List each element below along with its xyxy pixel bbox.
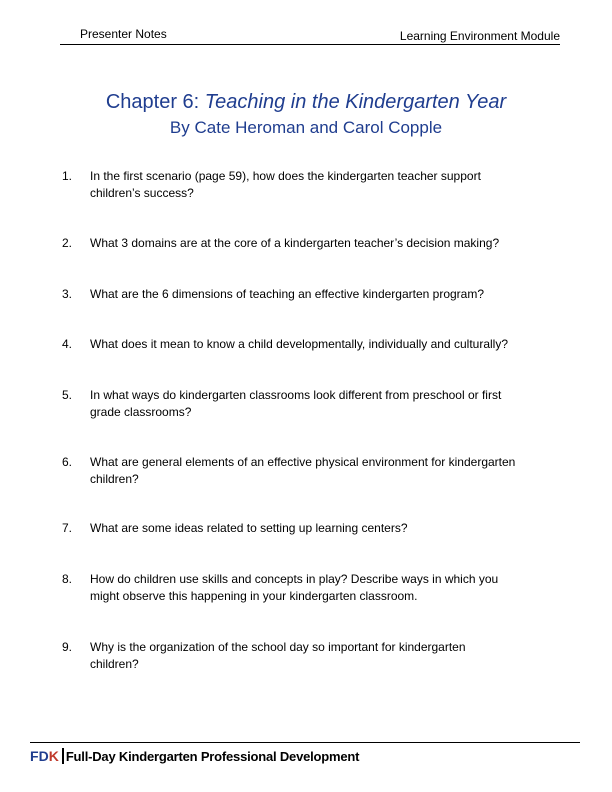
question-number: 9. [62,640,73,654]
question-number: 8. [62,572,73,586]
question-text [90,286,556,303]
question-number: 2. [62,236,73,250]
question-line: In the first scenario (page 59), how does the kindergarten teacher support [90,169,481,183]
question-line: children? [90,657,139,671]
question-line: children? [90,472,139,486]
question-text [90,235,556,252]
footer-rule [410,742,580,743]
fdk-logo [30,748,59,764]
question-text [90,571,556,605]
question-text [90,639,556,673]
header-left-text: Presenter Notes [80,27,167,41]
question-line: How do children use skills and concepts in play? Describe ways in which you [90,572,499,586]
chapter-byline: By Cate Heroman and Carol Copple [169,118,443,137]
chapter-title-prefix: Chapter 6: [105,91,205,113]
chapter-title [0,90,612,114]
logo-letter-f: F [30,748,39,764]
question-number: 7. [62,521,73,535]
question-line: What are the 6 dimensions of teaching an effective kindergarten program? [90,287,485,301]
question-text [90,454,556,488]
question-line: grade classrooms? [90,405,192,419]
logo-letter-k: K [48,748,59,764]
question-number: 6. [62,455,73,469]
header-rule [60,44,560,45]
question-line: What 3 domains are at the core of a kindergarten teacher’s decision making? [90,236,500,250]
question-line: What are general elements of an effective physical environment for kindergarten [90,455,516,469]
question-number: 3. [62,287,73,301]
chapter-title-italic: Teaching in the Kindergarten Year [204,91,507,113]
question-text [90,168,556,202]
footer-text: Full-Day Kindergarten Professional Development [65,748,360,764]
question-line: In what ways do kindergarten classrooms look different from preschool or first [90,388,502,402]
question-line: children’s success? [90,186,194,200]
question-number: 1. [62,169,73,183]
logo-letter-d: D [38,748,49,764]
footer [30,746,359,766]
question-text [90,387,556,421]
logo-divider [62,748,64,764]
header-right-text: Learning Environment Module [399,29,560,43]
question-line: Why is the organization of the school day so important for kindergarten [90,640,466,654]
question-line: What are some ideas related to setting up learning centers? [90,521,408,535]
question-number: 5. [62,388,73,402]
question-text [90,336,556,353]
question-text [90,520,556,537]
question-number: 4. [62,337,73,351]
footer-rule [30,742,410,743]
question-line: What does it mean to know a child developmentally, individually and culturally? [90,337,509,351]
question-line: might observe this happening in your kindergarten classroom. [90,589,418,603]
